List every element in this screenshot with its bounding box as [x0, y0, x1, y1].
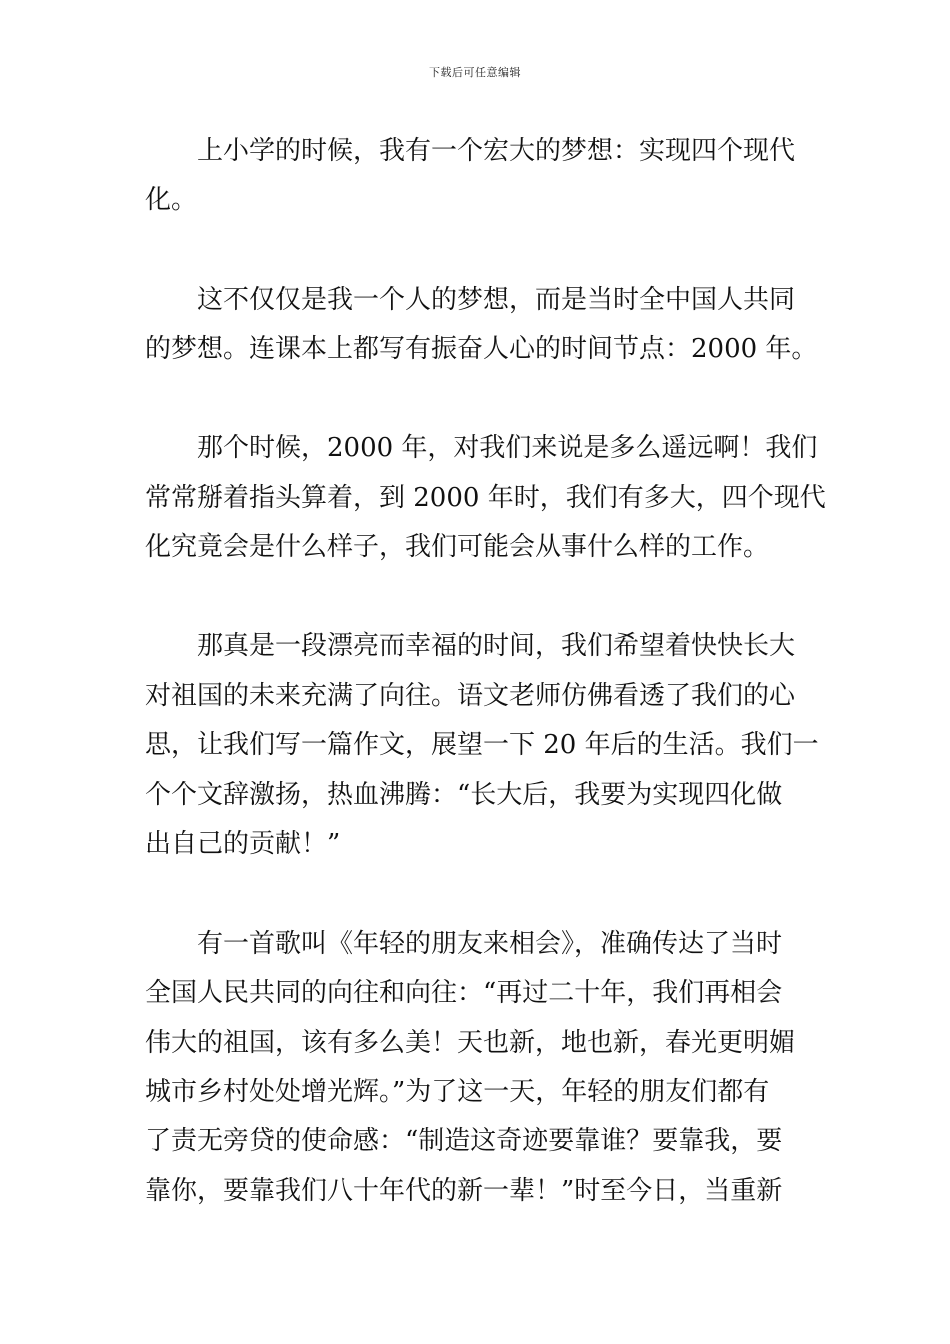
- paragraph-3-line-1: 那个时候，2000 年，对我们来说是多么遥远啊！我们: [145, 433, 818, 463]
- paragraph-1-line-2: 化。: [145, 185, 198, 215]
- paragraph-2-line-1: 这不仅仅是我一个人的梦想，而是当时全中国人共同: [145, 285, 796, 315]
- paragraph-5-line-6: 靠你，要靠我们八十年代的新一辈！”时至今日，当重新: [145, 1176, 783, 1206]
- paragraph-1-line-1: 上小学的时候，我有一个宏大的梦想：实现四个现代: [145, 136, 796, 166]
- paragraph-4-line-3: 思，让我们写一篇作文，展望一下 20 年后的生活。我们一: [145, 730, 819, 760]
- paragraph-4-line-1: 那真是一段漂亮而幸福的时间，我们希望着快快长大: [145, 631, 796, 661]
- paragraph-5-line-2: 全国人民共同的向往和向往：“再过二十年，我们再相会: [145, 978, 783, 1008]
- paragraph-5-line-4: 城市乡村处处增光辉。”为了这一天，年轻的朋友们都有: [145, 1077, 770, 1107]
- page-header: 下载后可任意编辑: [429, 66, 521, 79]
- paragraph-5-line-5: 了责无旁贷的使命感：“制造这奇迹要靠谁？要靠我，要: [145, 1126, 783, 1156]
- paragraph-4-line-2: 对祖国的未来充满了向往。语文老师仿佛看透了我们的心: [145, 681, 796, 711]
- paragraph-5-line-3: 伟大的祖国，该有多么美！天也新，地也新，春光更明媚: [145, 1028, 796, 1058]
- paragraph-4-line-5: 出自己的贡献！”: [145, 829, 341, 859]
- paragraph-4-line-4: 个个文辞激扬，热血沸腾：“长大后，我要为实现四化做: [145, 780, 783, 810]
- paragraph-3-line-2: 常常掰着指头算着，到 2000 年时，我们有多大，四个现代: [145, 483, 826, 513]
- paragraph-2-line-2: 的梦想。连课本上都写有振奋人心的时间节点：2000 年。: [145, 334, 818, 364]
- paragraph-3-line-3: 化究竟会是什么样子，我们可能会从事什么样的工作。: [145, 532, 770, 562]
- paragraph-5-line-1: 有一首歌叫《年轻的朋友来相会》，准确传达了当时: [145, 929, 783, 959]
